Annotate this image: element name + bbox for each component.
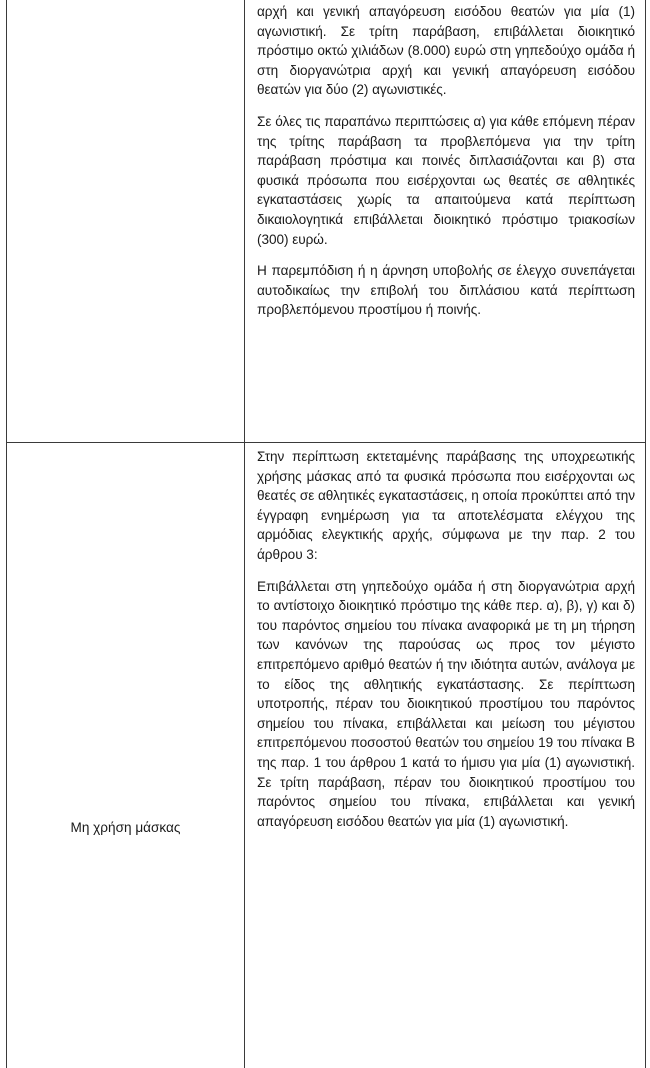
- paragraph-third-violation: αρχή και γενική απαγόρευση εισόδου θεατών για μία (1) αγωνιστική. Σε τρίτη παράβαση, επιβάλλεται διοικητικό πρόστιμο οκτώ χιλιάδων (8.000) ευρώ στη γηπεδούχο ομάδα ή στη διοργανώτρια αρχή και γενική απαγόρευση εισόδου θεατών για δύο (2) αγωνιστικές.: [257, 4, 635, 98]
- penalties-table: [6, 0, 646, 1068]
- paragraph-all-cases: Σε όλες τις παραπάνω περιπτώσεις α) για κάθε επόμενη πέραν της τρίτης παράβαση τα προβλεπόμενα για την τρίτη παράβαση πρόστιμα και ποινές διπλασιάζονται και β) στα φυσικά πρόσωπα που εισέρχονται ως θεατές σε αθλητικές εγκαταστάσεις χωρίς τα απαιτούμενα κατά περίπτωση δικαιολογητικά επιβάλλεται διοικητικό πρόστιμο τριακοσίων (300) ευρώ.: [257, 113, 635, 247]
- table-row: [7, 0, 645, 443]
- table-row: [7, 443, 645, 1068]
- row-label-no-mask: Μη χρήση μάσκας: [70, 820, 181, 835]
- row-label-cell: [7, 0, 245, 442]
- row-content-cell: [245, 443, 645, 1068]
- paragraph-mask-penalty: Επιβάλλεται στη γηπεδούχο ομάδα ή στη διοργανώτρια αρχή το αντίστοιχο διοικητικό πρόστιμο της κάθε περ. α), β), γ) και δ) του παρόντος σημείου του πίνακα αναφορικά με τη μη τήρηση των κανόνων της παρούσας ως προς τον μέγιστο επιτρεπόμενο αριθμό θεατών ή την ιδιότητα αυτών, ανάλογα με το είδος της αθλητικής εγκατάστασης. Σε περίπτωση υποτροπής, πέραν του διοικητικού προστίμου του παρόντος σημείου του πίνακα, επιβάλλεται και μείωση του μέγιστου επιτρεπόμενου ποσοστού θεατών του σημείου 19 του πίνακα Β της παρ. 1 του άρθρου 1 κατά το ήμισυ για μία (1) αγωνιστική. Σε τρίτη παράβαση, πέραν του διοικητικού προστίμου του παρόντος σημείου του πίνακα, επιβάλλεται και γενική απαγόρευση εισόδου θεατών για μία (1) αγωνιστική.: [257, 578, 635, 829]
- paragraph-mask-violation: Στην περίπτωση εκτεταμένης παράβασης της υποχρεωτικής χρήσης μάσκας από τα φυσικά πρόσωπα που εισέρχονται ως θεατές σε αθλητικές εγκαταστάσεις, η οποία προκύπτει από την έγγραφη ενημέρωση για τα αποτελέσματα ελέγχου της αρμόδιας ελεγκτικής αρχής, σύμφωνα με την παρ. 2 του άρθρου 3:: [257, 449, 635, 562]
- paragraph-obstruction: Η παρεμπόδιση ή η άρνηση υποβολής σε έλεγχο συνεπάγεται αυτοδικαίως την επιβολή του διπλάσιου κατά περίπτωση προβλεπόμενου προστίμου ή ποινής.: [257, 263, 635, 318]
- row-label-cell: [7, 443, 245, 1068]
- row-content-cell: [245, 0, 645, 442]
